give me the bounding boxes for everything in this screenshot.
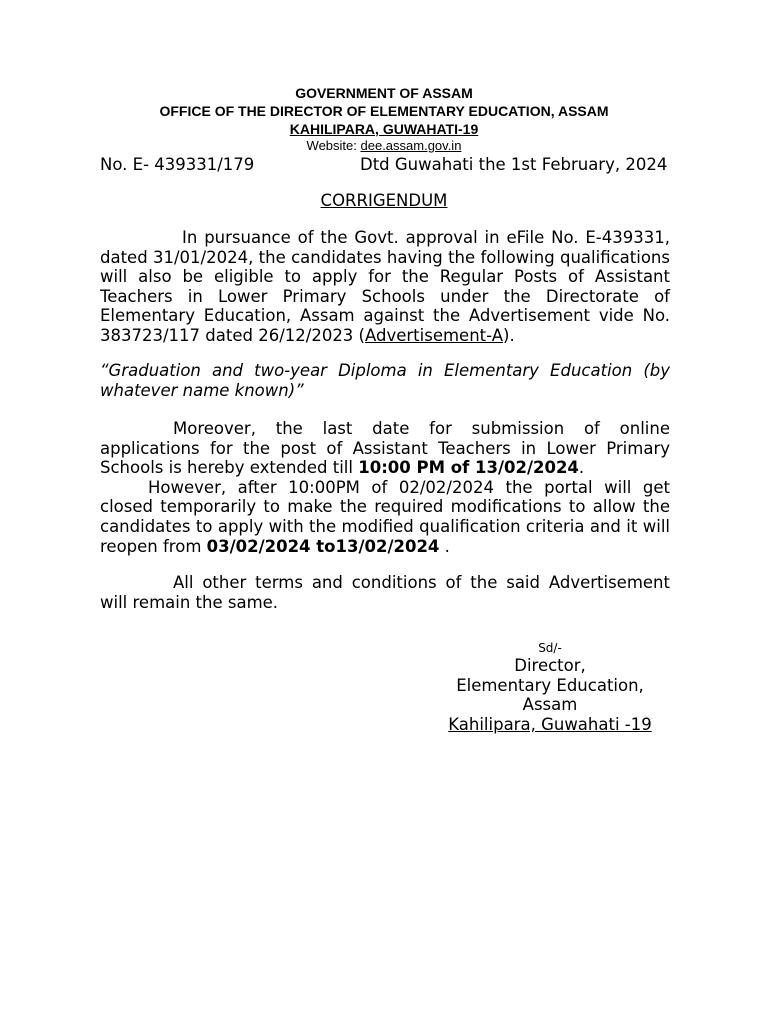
paragraph-extension-text: Moreover, the last date for submission of online applications for the post of Assistant Teachers in Lower Primary Schools is hereby extended till (100, 419, 670, 478)
signature-block (440, 640, 660, 734)
paragraph-approval-text: In pursuance of the Govt. approval in eFile No. E-439331, dated 31/01/2024, the candidates having the following qualifications will also be eligible to apply for the Regular Posts of Assistant Teachers in Lower Primary Schools under the Directorate of Elementary Education, Assam against the Advertisement vide No. 383723/117 dated 26/12/2023 ( (100, 228, 670, 345)
signature-department: Elementary Education, (456, 675, 644, 695)
paragraph-approval (100, 228, 670, 346)
paragraph-extension-tail: . (578, 458, 585, 478)
website-label: Website: (306, 138, 361, 153)
paragraph-closure-text: However, after 10:00PM of 02/02/2024 the portal will get closed temporarily to make the required modifications to allow the candidates to apply with the modified qualification criteria and it will reopen from (100, 477, 670, 556)
paragraph-terms: All other terms and conditions of the said Advertisement will remain the same. (100, 573, 670, 612)
signature-title: Director, (514, 656, 586, 675)
paragraph-closure-tail: . (439, 536, 450, 556)
reference-row (100, 154, 670, 176)
letterhead-address: KAHILIPARA, GUWAHATI-19 (289, 121, 479, 137)
website-link[interactable]: dee.assam.gov.in (360, 138, 462, 153)
letterhead (0, 84, 768, 154)
extended-deadline: 10:00 PM of 13/02/2024 (358, 458, 579, 478)
reopen-dates: 03/02/2024 to13/02/2024 (206, 536, 440, 556)
signature-address: Kahilipara, Guwahati -19 (448, 714, 652, 734)
paragraph-extension (100, 419, 670, 556)
letterhead-website (0, 138, 768, 154)
signature-state: Assam (522, 695, 578, 715)
reference-number: No. E- 439331/179 (100, 155, 255, 174)
advertisement-link: Advertisement-A (365, 325, 504, 345)
letterhead-office: OFFICE OF THE DIRECTOR OF ELEMENTARY EDUCATION, ASSAM (159, 103, 609, 119)
qualification-quote: “Graduation and two-year Diploma in Elementary Education (by whatever name known)” (100, 361, 670, 400)
reference-date: Dtd Guwahati the 1st February, 2024 (360, 155, 668, 174)
signature-sd: Sd/- (538, 641, 562, 655)
letterhead-government: GOVERNMENT OF ASSAM (295, 85, 473, 101)
document-title: CORRIGENDUM (320, 191, 448, 210)
paragraph-approval-tail: ). (503, 325, 515, 345)
